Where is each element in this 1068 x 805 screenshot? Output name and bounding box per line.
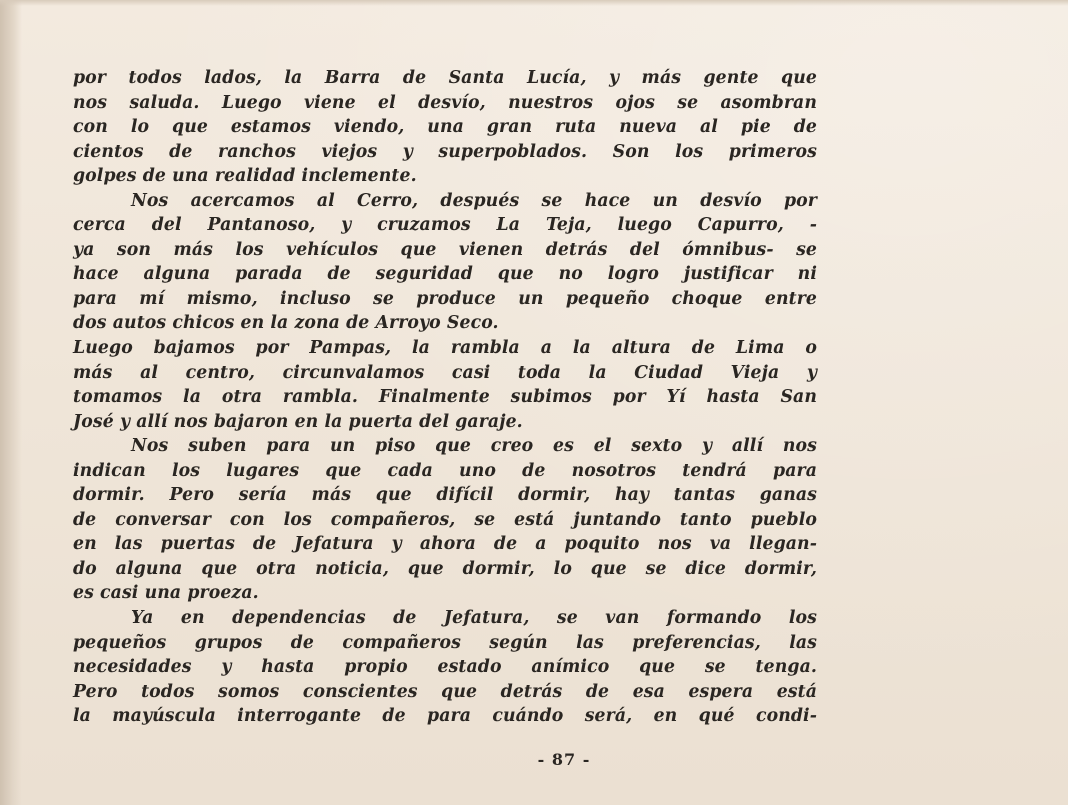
text-line: cerca del Pantanoso, y cruzamos La Teja, luego Capurro, - — [73, 215, 817, 236]
text-line: la mayúscula interrogante de para cuándo será, en qué condi- — [73, 706, 817, 727]
text-line: hace alguna parada de seguridad que no logro justificar ni — [73, 264, 817, 285]
text-line: Nos suben para un piso que creo es el sexto y allí nos — [131, 436, 817, 457]
text-line: dos autos chicos en la zona de Arroyo Seco. — [73, 313, 499, 334]
text-line: Pero todos somos conscientes que detrás de esa espera está — [73, 681, 817, 702]
text-line: indican los lugares que cada uno de nosotros tendrá para — [73, 460, 817, 481]
page-edge-shadow — [0, 0, 22, 805]
text-line: pequeños grupos de compañeros según las preferencias, las — [73, 632, 817, 653]
text-line: José y allí nos bajaron en la puerta del garaje. — [73, 411, 523, 432]
text-line: golpes de una realidad inclemente. — [73, 166, 417, 187]
text-line: para mí mismo, incluso se produce un pequeño choque entre — [73, 288, 817, 309]
text-line: con lo que estamos viendo, una gran ruta nueva al pie de — [73, 117, 817, 138]
text-line: en las puertas de Jefatura y ahora de a poquito nos va llegan- — [73, 534, 817, 555]
text-line: cientos de ranchos viejos y superpoblados. Son los primeros — [73, 141, 817, 162]
page-top-edge — [0, 0, 1068, 6]
text-line: Ya en dependencias de Jefatura, se van formando los — [131, 608, 817, 629]
text-line: es casi una proeza. — [73, 583, 259, 604]
text-line: necesidades y hasta propio estado anímico que se tenga. — [73, 657, 817, 678]
text-line: de conversar con los compañeros, se está juntando tanto pueblo — [73, 509, 817, 530]
text-line: do alguna que otra noticia, que dormir, lo que se dice dormir, — [73, 558, 817, 579]
text-line: tomamos la otra rambla. Finalmente subimos por Yí hasta San — [73, 387, 817, 408]
text-line: ya son más los vehículos que vienen detrás del ómnibus- se — [73, 239, 817, 260]
text-line: dormir. Pero sería más que difícil dormir, hay tantas ganas — [73, 485, 817, 506]
body-text — [73, 66, 817, 729]
page-number: - 87 - — [537, 750, 591, 769]
text-line: Nos acercamos al Cerro, después se hace un desvío por — [131, 190, 817, 211]
text-line: Luego bajamos por Pampas, la rambla a la altura de Lima o — [73, 338, 817, 359]
text-line: por todos lados, la Barra de Santa Lucía, y más gente que — [73, 68, 817, 88]
text-line: más al centro, circunvalamos casi toda la Ciudad Vieja y — [73, 362, 817, 383]
text-line: nos saluda. Luego viene el desvío, nuestros ojos se asombran — [73, 92, 817, 113]
